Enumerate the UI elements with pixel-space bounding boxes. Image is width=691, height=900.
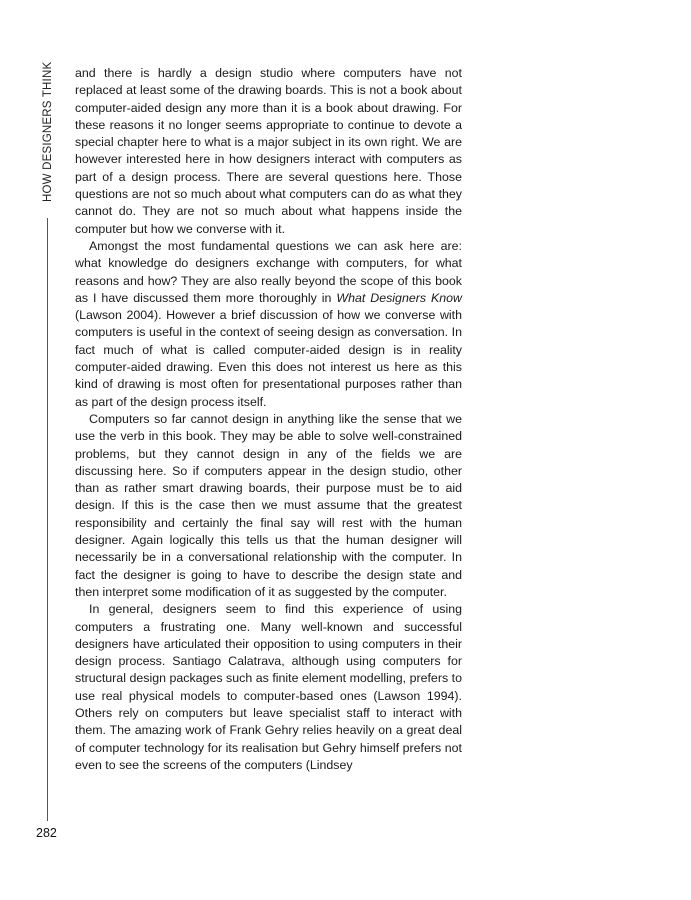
paragraph: Amongst the most fundamental questions we can ask here are: what knowledge do designers exchange with computers, for what reasons and how? They are also really beyond the scope of this book as I have discussed them more thoroughly in What Designers Know (Lawson 2004). However a brief discussion of how we converse with computers is useful in the context of seeing design as conversation. In fact much of what is called computer-aided design is in reality computer-aided drawing. Even this does not interest us here as this kind of drawing is most often for presentational purposes rather than as part of the design process itself. xyxy=(75,238,462,409)
page-number: 282 xyxy=(36,826,57,840)
paragraph: Computers so far cannot design in anything like the sense that we use the verb in this book. They may be able to solve well-constrained problems, but they cannot design in any of the fields we are discussing here. So if computers appear in the design studio, other than as rather smart drawing boards, their purpose must be to aid design. If this is the case then we must assume that the greatest responsibility and certainly the final say will rest with the human designer. Again logically this tells us that the human designer will necessarily be in a conversational relationship with the computer. In fact the designer is going to have to describe the design state and then interpret some modification of it as suggested by the computer. xyxy=(75,411,462,599)
running-head-text: HOW DESIGNERS THINK xyxy=(42,61,54,202)
paragraph: and there is hardly a design studio where computers have not replaced at least some of the drawing boards. This is not a book about computer-aided design any more than it is a book about drawing. For these reasons it no longer seems appropriate to continue to devote a special chapter here to what is a major subject in its own right. We are however interested here in how designers interact with computers as part of a design process. There are several questions here. Those questions are not so much about what computers can do as what they cannot do. They are not so much about what happens inside the computer but how we converse with it. xyxy=(75,66,462,236)
running-head xyxy=(41,61,55,202)
body-text xyxy=(75,65,462,774)
paragraph: In general, designers seem to find this experience of using computers a frustrating one. Many well-known and successful designers have articulated their opposition to using computers in their design process. Santiago Calatrava, although using computers for structural design packages such as finite element modelling, prefers to use real physical models to computer-based ones (Lawson 1994). Others rely on computers but leave specialist staff to interact with them. The amazing work of Frank Gehry relies heavily on a great deal of computer technology for its realisation but Gehry himself prefers not even to see the screens of the computers (Lindsey xyxy=(75,602,462,772)
margin-rule xyxy=(47,218,48,821)
book-title: What Designers Know xyxy=(336,290,462,305)
